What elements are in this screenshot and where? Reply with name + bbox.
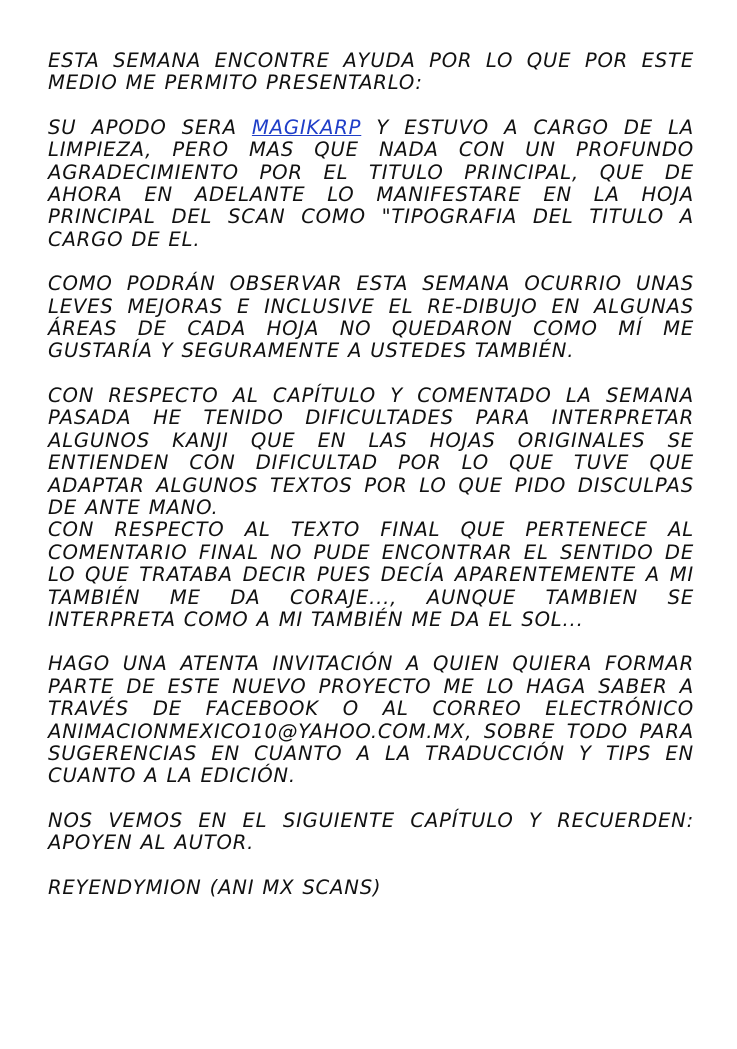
paragraph-invitation: HAGO UNA ATENTA INVITACIÓN A QUIEN QUIERA FORMAR PARTE DE ESTE NUEVO PROYECTO ME LO HAGA SABER A TRAVÉS DE FACEBOOK O AL CORREO ELECTRÓNICO ANIMACIONMEXICO10@YAHOO.COM.MX, SOBRE TODO PARA SUGERENCIAS EN CUANTO A LA TRADUCCIÓN Y TIPS EN CUANTO A LA EDICIÓN.: [48, 652, 694, 788]
translator-note: [48, 50, 694, 921]
paragraph-improvements: COMO PODRÁN OBSERVAR ESTA SEMANA OCURRIO UNAS LEVES MEJORAS E INCLUSIVE EL RE-DIBUJO EN ALGUNAS ÁREAS DE CADA HOJA NO QUEDARON COMO MÍ ME GUSTARÍA Y SEGURAMENTE A USTEDES TAMBIÉN.: [48, 272, 694, 363]
paragraph-farewell: NOS VEMOS EN EL SIGUIENTE CAPÍTULO Y RECUERDEN: APOYEN AL AUTOR.: [48, 808, 694, 855]
credit-text-end: Y ESTUVO A CARGO DE LA LIMPIEZA, PERO MAS QUE NADA CON UN PROFUNDO AGRADECIMIENTO POR EL TITULO PRINCIPAL, QUE DE AHORA EN ADELANTE LO MANIFESTARE EN LA HOJA PRINCIPAL DEL SCAN COMO "TIPOGRAFIA DEL TITULO A CARGO DE EL.: [48, 115, 694, 251]
signature: REYENDYMION (ANI MX SCANS): [48, 875, 382, 899]
magikarp-link[interactable]: MAGIKARP: [251, 115, 362, 139]
paragraph-final-comment: CON RESPECTO AL TEXTO FINAL QUE PERTENECE AL COMENTARIO FINAL NO PUDE ENCONTRAR EL SENTIDO DE LO QUE TRATABA DECIR PUES DECÍA APARENTEMENTE A MI TAMBIÉN ME DA CORAJE..., AUNQUE TAMBIEN SE INTERPRETA COMO A MI TAMBIÉN ME DA EL SOL...: [48, 518, 694, 631]
paragraph-credit: [48, 117, 694, 251]
credit-text-start: SU APODO SERA: [48, 115, 252, 139]
paragraph-kanji: CON RESPECTO AL CAPÍTULO Y COMENTADO LA SEMANA PASADA HE TENIDO DIFICULTADES PARA INTERPRETAR ALGUNOS KANJI QUE EN LAS HOJAS ORIGINALES SE ENTIENDEN CON DIFICULTAD POR LO QUE TUVE QUE ADAPTAR ALGUNOS TEXTOS POR LO QUE PIDO DISCULPAS DE ANTE MANO.: [48, 383, 694, 519]
paragraph-intro: ESTA SEMANA ENCONTRE AYUDA POR LO QUE POR ESTE MEDIO ME PERMITO PRESENTARLO:: [48, 49, 694, 95]
